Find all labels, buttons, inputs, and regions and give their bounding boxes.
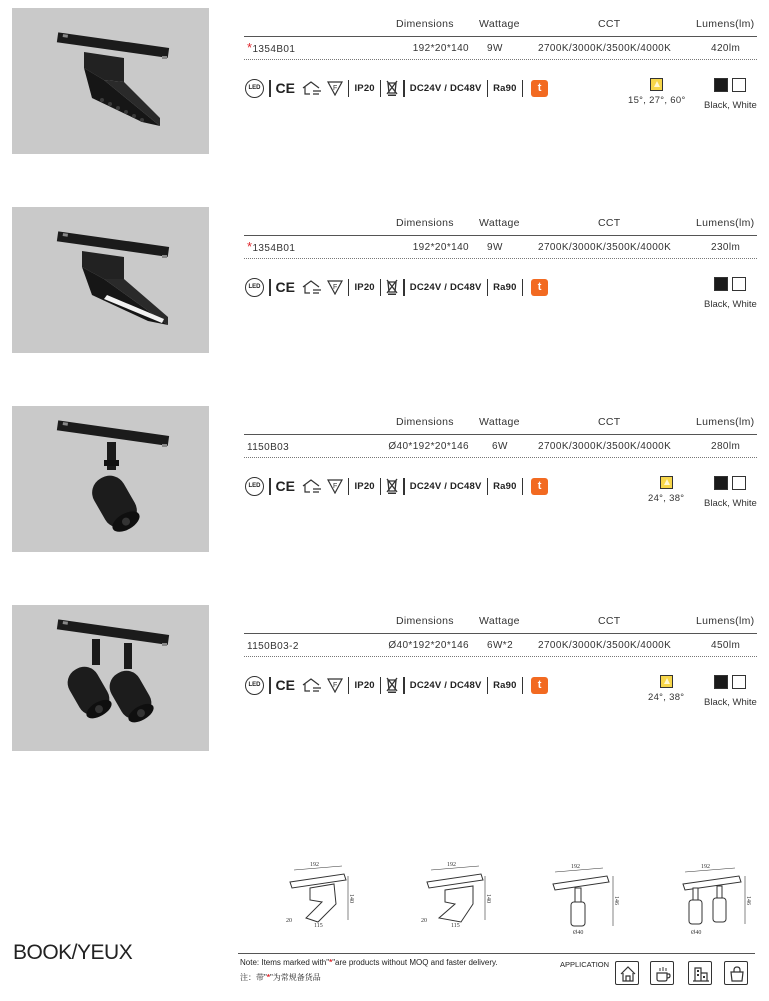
- star-icon: *: [247, 40, 253, 55]
- beam-angle: 15°, 27°, 60°: [628, 78, 686, 106]
- voltage-label: DC24V / DC48V: [409, 281, 482, 293]
- svg-text:146: 146: [613, 896, 619, 905]
- class-iii-icon: [301, 278, 323, 296]
- dimensions-value: Ø40*192*20*146: [388, 441, 469, 452]
- svg-text:F: F: [332, 284, 338, 291]
- ra-label: Ra90: [493, 480, 517, 492]
- dimensions-header: Dimensions: [396, 18, 454, 30]
- dotted-divider: [244, 59, 757, 60]
- beam-angle-icon: [650, 78, 663, 91]
- tuya-icon: t: [531, 80, 548, 97]
- lumens-value: 450lm: [711, 640, 741, 651]
- wattage-header: Wattage: [479, 416, 520, 428]
- led-icon: LED: [245, 278, 264, 297]
- svg-text:192: 192: [447, 862, 456, 868]
- ip-rating: IP20: [354, 679, 375, 691]
- wattage-header: Wattage: [479, 615, 520, 627]
- ce-mark-icon: CE: [275, 478, 295, 494]
- cct-value: 2700K/3000K/3500K/4000K: [538, 43, 672, 54]
- wattage-value: 6W: [492, 441, 508, 452]
- svg-text:F: F: [332, 483, 338, 490]
- certification-icons: [245, 475, 548, 497]
- svg-text:Ø40: Ø40: [573, 930, 584, 936]
- cafe-icon: [650, 961, 674, 985]
- color-options: Black, White: [704, 476, 756, 509]
- model-number: 1150B03: [247, 442, 290, 453]
- divider: [244, 36, 757, 37]
- divider: [244, 633, 757, 634]
- note-english: Note: Items marked with"*"are products without MOQ and faster delivery.: [240, 958, 498, 967]
- product-photo: [12, 605, 209, 751]
- application-label: APPLICATION: [560, 960, 610, 969]
- model-number: *1354B01: [247, 239, 296, 254]
- black-swatch: [714, 675, 728, 689]
- certification-icons: [245, 276, 548, 298]
- dimensions-value: 192*20*140: [412, 242, 469, 253]
- white-swatch: [732, 78, 746, 92]
- svg-text:192: 192: [310, 862, 319, 868]
- svg-text:115: 115: [451, 923, 460, 929]
- voltage-label: DC24V / DC48V: [409, 480, 482, 492]
- ra-label: Ra90: [493, 679, 517, 691]
- brand-logo: BOOK/YEUX: [13, 941, 133, 964]
- color-options: Black, White: [704, 78, 756, 111]
- lumens-header: Lumens(lm): [696, 416, 755, 428]
- black-swatch: [714, 277, 728, 291]
- f-mark-icon: [327, 477, 343, 495]
- svg-text:F: F: [332, 85, 338, 92]
- drawing-1150b03-2: [677, 860, 757, 940]
- certification-icons: [245, 674, 548, 696]
- product-photo: [12, 8, 209, 154]
- wattage-value: 9W: [487, 43, 503, 54]
- weee-bin-icon: [386, 676, 398, 694]
- lumens-header: Lumens(lm): [696, 18, 755, 30]
- voltage-label: DC24V / DC48V: [409, 82, 482, 94]
- tuya-icon: t: [531, 478, 548, 495]
- dimensions-header: Dimensions: [396, 615, 454, 627]
- svg-text:Ø40: Ø40: [691, 930, 702, 936]
- ra-label: Ra90: [493, 281, 517, 293]
- product-block: [0, 207, 769, 355]
- f-mark-icon: [327, 676, 343, 694]
- lumens-value: 280lm: [711, 441, 741, 452]
- cct-header: CCT: [598, 18, 621, 30]
- tuya-icon: t: [531, 279, 548, 296]
- ce-mark-icon: CE: [275, 677, 295, 693]
- f-mark-icon: [327, 79, 343, 97]
- svg-text:115: 115: [314, 923, 323, 929]
- svg-text:20: 20: [286, 918, 292, 924]
- black-swatch: [714, 78, 728, 92]
- model-number: *1354B01: [247, 40, 296, 55]
- model-number: 1150B03-2: [247, 641, 299, 652]
- cct-value: 2700K/3000K/3500K/4000K: [538, 242, 672, 253]
- certification-icons: [245, 77, 548, 99]
- class-iii-icon: [301, 477, 323, 495]
- dotted-divider: [244, 258, 757, 259]
- svg-text:192: 192: [701, 864, 710, 870]
- voltage-label: DC24V / DC48V: [409, 679, 482, 691]
- ce-mark-icon: CE: [275, 279, 295, 295]
- tuya-icon: t: [531, 677, 548, 694]
- cct-header: CCT: [598, 615, 621, 627]
- drawing-1150b03: [545, 860, 625, 940]
- svg-text:140: 140: [348, 894, 354, 903]
- cct-value: 2700K/3000K/3500K/4000K: [538, 441, 672, 452]
- wattage-value: 6W*2: [487, 640, 514, 651]
- ip-rating: IP20: [354, 82, 375, 94]
- drawing-1354b01-alt: [417, 860, 497, 932]
- beam-angle: 24°, 38°: [648, 476, 684, 504]
- product-block: [0, 8, 769, 156]
- drawing-1354b01: [280, 860, 360, 932]
- color-options: Black, White: [704, 277, 756, 310]
- lumens-header: Lumens(lm): [696, 615, 755, 627]
- cct-value: 2700K/3000K/3500K/4000K: [538, 640, 672, 651]
- dotted-divider: [244, 656, 757, 657]
- weee-bin-icon: [386, 79, 398, 97]
- dimensions-header: Dimensions: [396, 416, 454, 428]
- note-chinese: 注：带"*"为常规备货品: [240, 973, 321, 982]
- product-photo: [12, 406, 209, 552]
- lumens-value: 230lm: [711, 242, 741, 253]
- ip-rating: IP20: [354, 480, 375, 492]
- white-swatch: [732, 476, 746, 490]
- cct-header: CCT: [598, 416, 621, 428]
- product-block: [0, 406, 769, 554]
- ce-mark-icon: CE: [275, 80, 295, 96]
- dotted-divider: [244, 457, 757, 458]
- office-icon: [688, 961, 712, 985]
- weee-bin-icon: [386, 278, 398, 296]
- beam-angle: 24°, 38°: [648, 675, 684, 703]
- svg-text:F: F: [332, 682, 338, 689]
- lumens-header: Lumens(lm): [696, 217, 755, 229]
- color-options: Black, White: [704, 675, 756, 708]
- wattage-header: Wattage: [479, 18, 520, 30]
- beam-angle-icon: [660, 675, 673, 688]
- black-swatch: [714, 476, 728, 490]
- dimensions-value: Ø40*192*20*146: [388, 640, 469, 651]
- led-icon: LED: [245, 477, 264, 496]
- wattage-header: Wattage: [479, 217, 520, 229]
- white-swatch: [732, 277, 746, 291]
- home-icon: [615, 961, 639, 985]
- dimensions-header: Dimensions: [396, 217, 454, 229]
- lumens-value: 420lm: [711, 43, 741, 54]
- ip-rating: IP20: [354, 281, 375, 293]
- white-swatch: [732, 675, 746, 689]
- product-photo: [12, 207, 209, 353]
- svg-text:140: 140: [485, 894, 491, 903]
- wattage-value: 9W: [487, 242, 503, 253]
- divider: [244, 434, 757, 435]
- weee-bin-icon: [386, 477, 398, 495]
- svg-text:146: 146: [745, 896, 751, 905]
- shop-icon: [724, 961, 748, 985]
- divider: [244, 235, 757, 236]
- led-icon: LED: [245, 676, 264, 695]
- footer-divider: [238, 953, 755, 954]
- svg-text:192: 192: [571, 864, 580, 870]
- technical-drawings: [0, 860, 769, 940]
- ra-label: Ra90: [493, 82, 517, 94]
- class-iii-icon: [301, 79, 323, 97]
- f-mark-icon: [327, 278, 343, 296]
- product-block: [0, 605, 769, 753]
- beam-angle-icon: [660, 476, 673, 489]
- cct-header: CCT: [598, 217, 621, 229]
- class-iii-icon: [301, 676, 323, 694]
- svg-text:20: 20: [421, 918, 427, 924]
- dimensions-value: 192*20*140: [412, 43, 469, 54]
- star-icon: *: [247, 239, 253, 254]
- led-icon: LED: [245, 79, 264, 98]
